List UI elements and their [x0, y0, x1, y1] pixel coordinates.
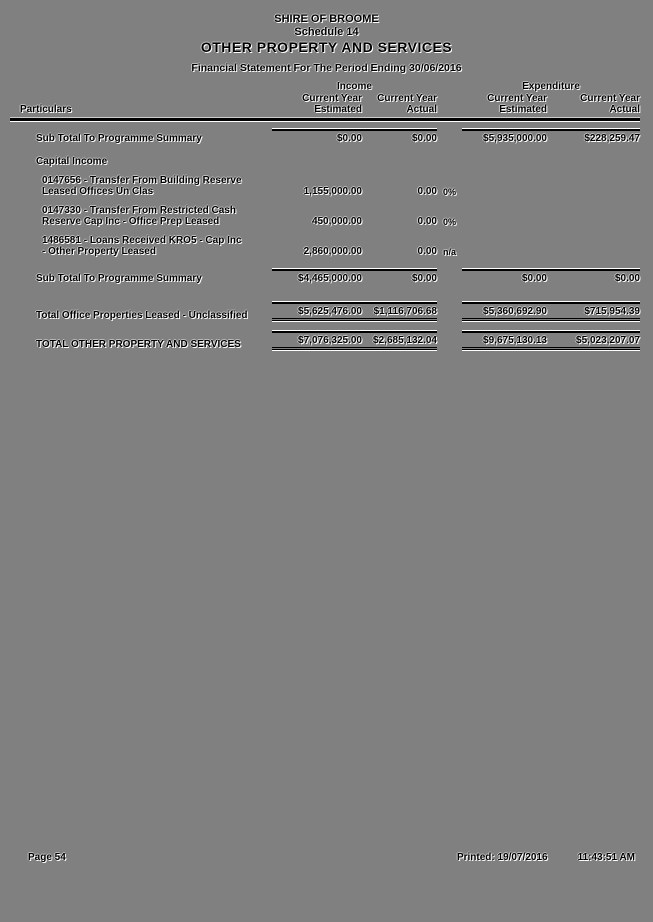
income-estimated-header: Current Year Estimated: [302, 93, 362, 115]
report-subtitle: Financial Statement For The Period Ending 30/06/2016: [191, 62, 462, 74]
income-estimated-value: $5,625,476.00: [272, 302, 362, 321]
income-actual-value: 0.00: [417, 186, 437, 197]
row-label: Sub Total To Programme Summary: [36, 133, 202, 144]
table-row-section-heading: [10, 156, 640, 167]
income-actual-value: 0.00: [417, 216, 437, 227]
header-divider-rule: [10, 118, 640, 121]
income-estimated-value: 2,860,000.00: [303, 246, 362, 257]
income-actual-value: 0.00: [417, 246, 437, 257]
expenditure-actual-value: $0.00: [547, 269, 640, 284]
organisation-name: SHIRE OF BROOME: [274, 13, 379, 25]
page-footer: [28, 852, 635, 863]
column-group-header-row: [10, 81, 640, 92]
expenditure-actual-header: Current Year Actual: [580, 93, 640, 115]
expenditure-estimated-header: Current Year Estimated: [487, 93, 547, 115]
particulars-header: Particulars: [20, 104, 72, 115]
percent-value: n/a: [443, 247, 457, 257]
page-title: OTHER PROPERTY AND SERVICES: [200, 39, 453, 55]
account-label: 0147656 - Transfer From Building Reserve Leased Offices Un Clas: [42, 175, 242, 197]
section-heading: Capital Income: [36, 156, 108, 167]
expenditure-estimated-value: $5,360,692.90: [462, 302, 547, 321]
printed-time: 11:43:51 AM: [577, 852, 635, 863]
account-label: 0147330 - Transfer From Restricted Cash Reserve Cap Inc - Office Prep Leased: [42, 205, 236, 227]
table-row-total-office: [10, 302, 640, 321]
expenditure-actual-value: $715,954.39: [547, 302, 640, 321]
schedule-number: Schedule 14: [294, 26, 359, 38]
row-label: Total Office Properties Leased - Unclassified: [36, 310, 248, 321]
income-group-header: Income: [336, 81, 372, 92]
income-actual-value: $0.00: [362, 129, 437, 144]
income-actual-value: $0.00: [362, 269, 437, 284]
income-actual-value: $2,685,132.04: [362, 331, 437, 350]
expenditure-estimated-value: $9,675,130.13: [462, 331, 547, 350]
income-estimated-value: $4,465,000.00: [272, 269, 362, 284]
table-row-item: [10, 235, 640, 257]
table-row-grand-total: [10, 331, 640, 350]
income-actual-value: $1,116,706.68: [362, 302, 437, 321]
income-estimated-value: 1,155,000.00: [303, 186, 362, 197]
income-estimated-value: 450,000.00: [311, 216, 362, 227]
print-info: [457, 852, 635, 863]
table-row-item: [10, 175, 640, 197]
printed-date: Printed: 19/07/2016: [456, 852, 548, 863]
expenditure-group-header: Expenditure: [522, 81, 580, 92]
account-label: 1486581 - Loans Received KRO5 - Cap Inc - Other Property Leased: [42, 235, 242, 257]
income-actual-header: Current Year Actual: [377, 93, 437, 115]
table-row-item: [10, 205, 640, 227]
expenditure-actual-value: $228,259.47: [547, 129, 640, 144]
expenditure-actual-value: $5,023,207.07: [547, 331, 640, 350]
page-number: Page 54: [28, 852, 66, 863]
row-label: TOTAL OTHER PROPERTY AND SERVICES: [36, 339, 241, 350]
table-row-subtotal-top: [10, 129, 640, 144]
expenditure-estimated-value: $0.00: [462, 269, 547, 284]
row-label: Sub Total To Programme Summary: [36, 273, 202, 284]
report-header: [0, 0, 653, 75]
financial-table: [10, 81, 640, 350]
table-row-subtotal-capital: [10, 269, 640, 284]
income-estimated-value: $7,076,325.00: [272, 331, 362, 350]
column-header-row: [10, 93, 640, 115]
expenditure-estimated-value: $5,935,000.00: [462, 129, 547, 144]
percent-value: 0%: [443, 187, 457, 197]
percent-value: 0%: [443, 217, 457, 227]
income-estimated-value: $0.00: [272, 129, 362, 144]
